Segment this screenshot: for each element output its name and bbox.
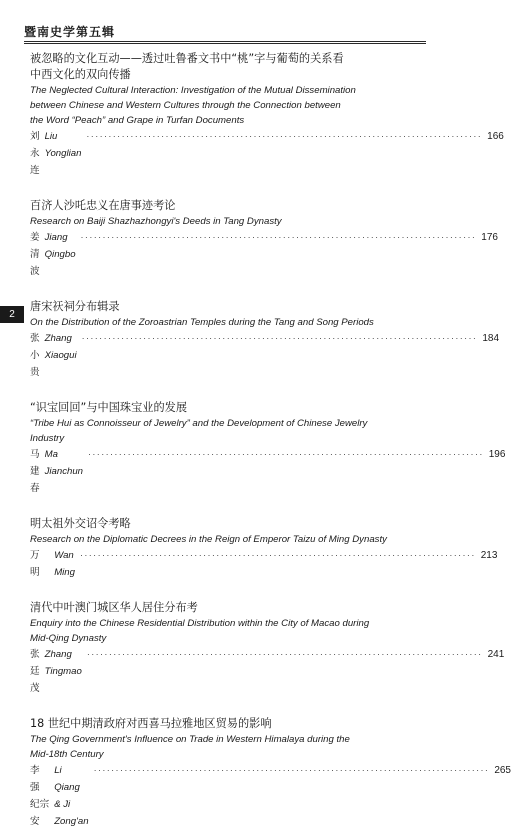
entry-author-row	[30, 446, 506, 497]
page-number: 184	[482, 333, 500, 344]
page-number: 241	[487, 649, 505, 660]
leader-dots: ··························································································	[80, 232, 477, 242]
entry-title-en: Mid-18th Century	[30, 749, 104, 760]
author-name-cn: 马建春	[30, 449, 40, 494]
page-number-tab: 2	[0, 306, 24, 323]
entry-title-cn: 唐宋祆祠分布辑录	[30, 300, 120, 313]
entry-title-en: The Qing Government's Influence on Trade in Western Himalaya during the	[30, 734, 350, 745]
entry-title-en: “Tribe Hui as Connoisseur of Jewelry” and the Development of Chinese Jewelry	[30, 418, 368, 429]
toc-entries	[30, 51, 511, 830]
entry-title-cn: 百济人沙吒忠义在唐事迹考论	[30, 199, 176, 212]
page-number: 265	[494, 765, 511, 776]
entry-title-en: Research on Baiji Shazhazhongyi's Deeds in Tang Dynasty	[30, 216, 282, 227]
entry-author-row	[30, 330, 500, 381]
author-name-en: Wan Ming	[54, 550, 75, 578]
entry-title-en: Industry	[30, 433, 65, 444]
entry-title-en: Mid-Qing Dynasty	[30, 633, 107, 644]
toc-entry	[30, 51, 504, 179]
entry-title-en: Research on the Diplomatic Decrees in the Reign of Emperor Taizu of Ming Dynasty	[30, 534, 387, 545]
entry-title-cn: 18 世纪中期清政府对西喜马拉雅地区贸易的影响	[30, 717, 272, 730]
toc-entry	[30, 716, 511, 830]
page-number: 196	[488, 449, 506, 460]
entry-title-cn: “识宝回回”与中国珠宝业的发展	[30, 401, 188, 414]
entry-title-cn: 中西文化的双向传播	[30, 68, 131, 81]
journal-header: 暨南史学第五辑	[24, 25, 116, 39]
author-name-en: Liu Yonglian	[44, 131, 82, 159]
leader-dots: ··························································································	[88, 449, 484, 459]
entry-author-row	[30, 128, 504, 179]
author-name-en: Zhang Tingmao	[44, 649, 82, 677]
toc-entry	[30, 299, 500, 381]
entry-author-row	[30, 646, 505, 697]
author-name-cn: 李 强 纪宗安	[30, 765, 50, 827]
entry-title-en: between Chinese and Western Cultures through the Connection between	[30, 100, 341, 111]
entry-author-row	[30, 547, 498, 581]
entry-author-row	[30, 762, 511, 830]
entry-title-en: Enquiry into the Chinese Residential Distribution within the City of Macao during	[30, 618, 370, 629]
author-name-en: Ma Jianchun	[44, 449, 83, 477]
author-name-cn: 姜清波	[30, 232, 40, 277]
header-rule-thin	[24, 43, 426, 44]
entry-title-en: The Neglected Cultural Interaction: Investigation of the Mutual Dissemination	[30, 85, 356, 96]
page-number: 176	[481, 232, 498, 243]
entry-title-cn: 被忽略的文化互动——透过吐鲁番文书中“桃”字与葡萄的关系看	[30, 52, 344, 65]
header-rule	[24, 41, 426, 42]
leader-dots: ··························································································	[81, 333, 478, 343]
toc-entry	[30, 516, 498, 581]
author-name-cn: 万 明	[30, 550, 50, 578]
author-name-en: Jiang Qingbo	[44, 232, 76, 260]
entry-author-row	[30, 229, 498, 280]
leader-dots: ··························································································	[86, 649, 483, 659]
author-name-en: Zhang Xiaogui	[44, 333, 77, 361]
toc-entry	[30, 600, 505, 697]
leader-dots: ··························································································	[86, 131, 483, 141]
entry-title-cn: 明太祖外交诏令考略	[30, 517, 131, 530]
page-number: 213	[480, 550, 498, 561]
toc-entry	[30, 198, 498, 280]
author-name-cn: 张廷茂	[30, 649, 40, 694]
leader-dots: ··························································································	[93, 765, 490, 775]
author-name-cn: 张小贵	[30, 333, 40, 378]
entry-title-en: On the Distribution of the Zoroastrian Temples during the Tang and Song Periods	[30, 317, 374, 328]
leader-dots: ··························································································	[79, 550, 476, 560]
author-name-en: Li Qiang & Ji Zong'an	[54, 765, 89, 827]
entry-title-en: the Word “Peach” and Grape in Turfan Documents	[30, 115, 245, 126]
author-name-cn: 刘永连	[30, 131, 40, 176]
page-number: 166	[487, 131, 504, 142]
entry-title-cn: 清代中叶澳门城区华人居住分布考	[30, 601, 198, 614]
toc-entry	[30, 400, 506, 497]
